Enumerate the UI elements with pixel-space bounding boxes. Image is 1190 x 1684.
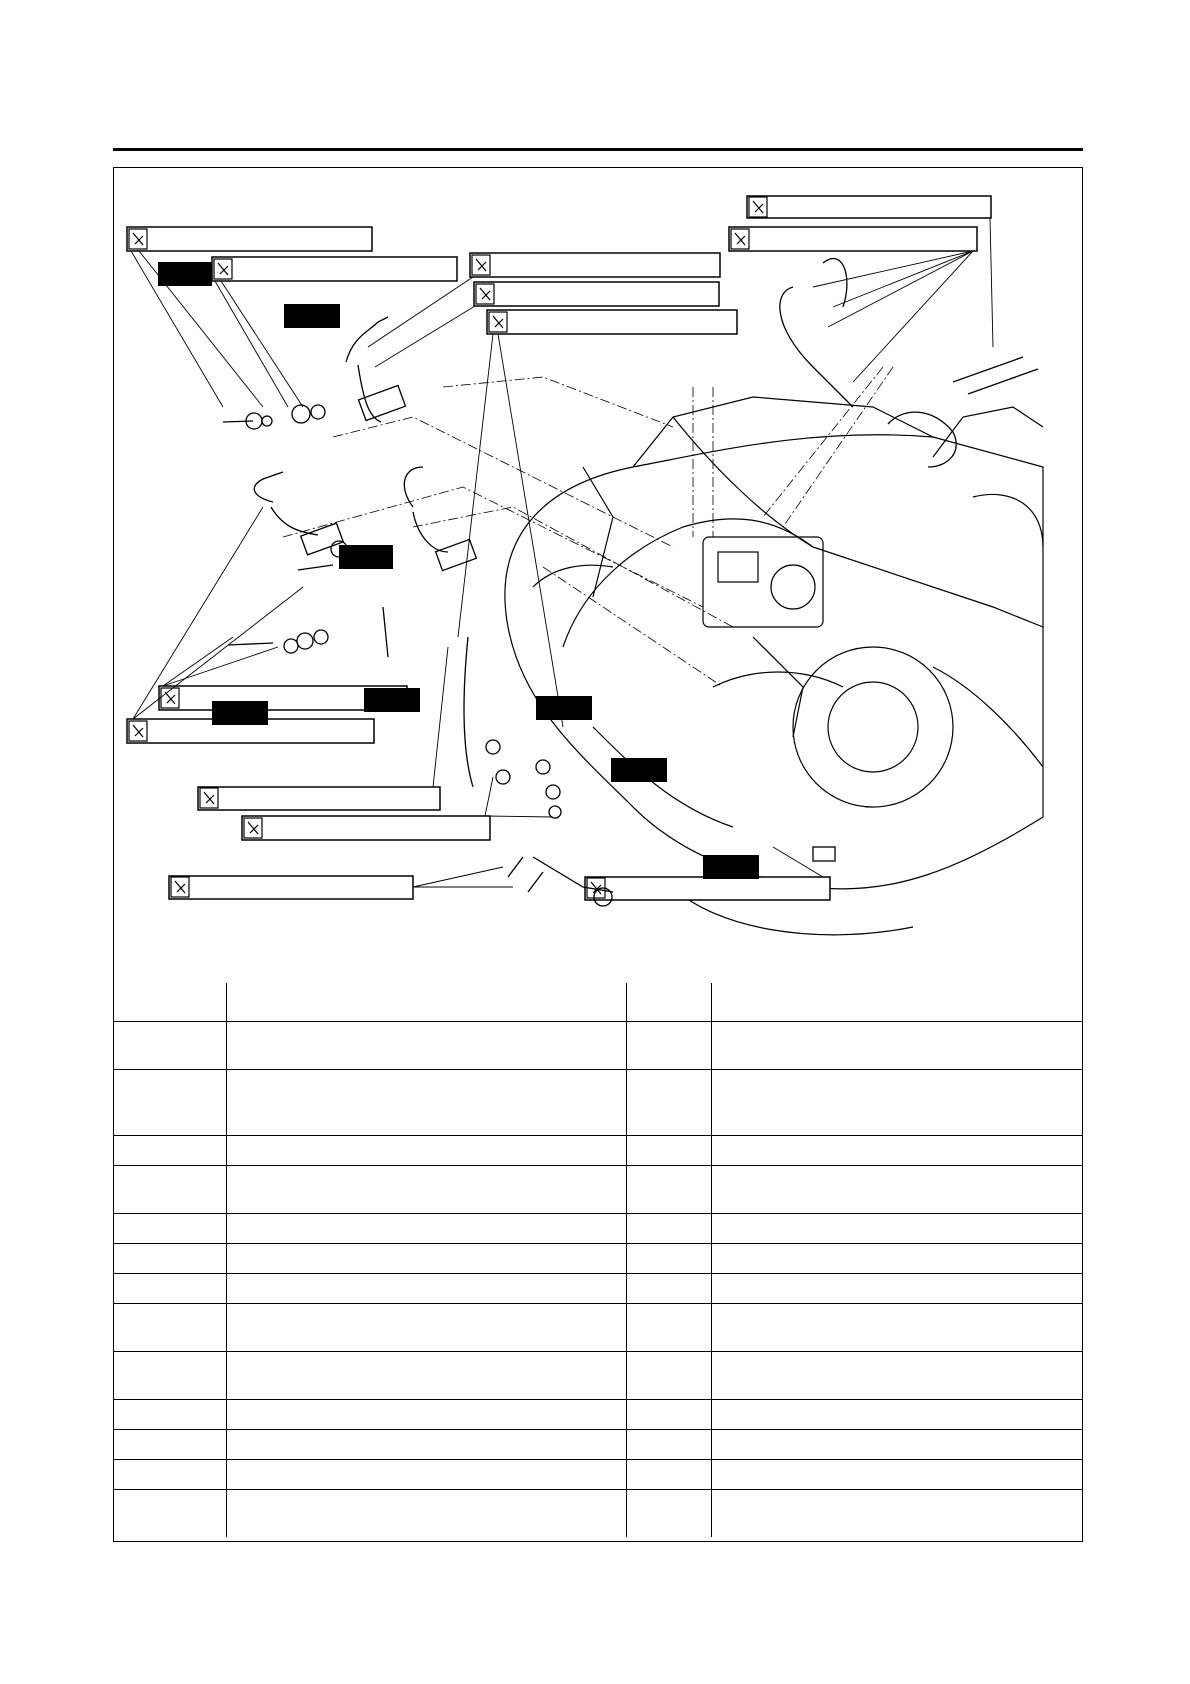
table-cell [113,1459,226,1489]
table-cell [226,983,626,1021]
table-cell [226,1213,626,1243]
table-row [113,1243,1083,1273]
table-cell [626,1459,711,1489]
table-cell [113,1303,226,1351]
table-cell [226,1459,626,1489]
header-rule [113,148,1083,151]
table-cell [226,1165,626,1213]
table-row [113,1021,1083,1069]
table-cell [113,1165,226,1213]
table-cell [626,1021,711,1069]
table-cell [626,1135,711,1165]
table-cell [711,983,1083,1021]
table-cell [113,1069,226,1135]
engine-frame-sketch [505,397,1043,935]
table-row [113,1351,1083,1399]
table-cell [113,983,226,1021]
table-cell [226,1243,626,1273]
table-cell [711,1459,1083,1489]
table-cell [626,1303,711,1351]
table-row [113,1213,1083,1243]
table-cell [113,1021,226,1069]
table-cell [711,1273,1083,1303]
table-cell [113,1273,226,1303]
exploded-view-diagram [113,167,1083,982]
table-cell [626,983,711,1021]
table-row [113,1135,1083,1165]
table-cell [711,1303,1083,1351]
table-cell [113,1213,226,1243]
table-header-row [113,983,1083,1021]
table-cell [226,1351,626,1399]
table-cell [113,1489,226,1537]
table-row [113,1459,1083,1489]
table-cell [226,1489,626,1537]
table-cell [711,1213,1083,1243]
table-row [113,1489,1083,1537]
table-row [113,1399,1083,1429]
table-cell [711,1351,1083,1399]
table-cell [226,1399,626,1429]
table-cell [626,1429,711,1459]
table-cell [626,1351,711,1399]
table-cell [226,1303,626,1351]
table-cell [626,1273,711,1303]
table-cell [226,1021,626,1069]
table-cell [711,1489,1083,1537]
table-cell [113,1351,226,1399]
table-cell [226,1069,626,1135]
table-cell [113,1243,226,1273]
table-cell [711,1165,1083,1213]
table-cell [711,1069,1083,1135]
table-cell [226,1273,626,1303]
table-row [113,1069,1083,1135]
table-cell [626,1489,711,1537]
dash-dot-guides [283,367,893,687]
table-cell [711,1243,1083,1273]
table-cell [626,1213,711,1243]
table-cell [711,1135,1083,1165]
table-cell [113,1429,226,1459]
table-cell [113,1399,226,1429]
table-cell [226,1135,626,1165]
parts-table [113,983,1083,1537]
table-cell [711,1021,1083,1069]
table-cell [626,1399,711,1429]
table-cell [711,1429,1083,1459]
table-cell [626,1165,711,1213]
table-row [113,1429,1083,1459]
table-cell [226,1429,626,1459]
table-row [113,1273,1083,1303]
table-cell [626,1243,711,1273]
table-cell [113,1135,226,1165]
table-row [113,1303,1083,1351]
table-cell [711,1399,1083,1429]
table-cell [626,1069,711,1135]
table-row [113,1165,1083,1213]
